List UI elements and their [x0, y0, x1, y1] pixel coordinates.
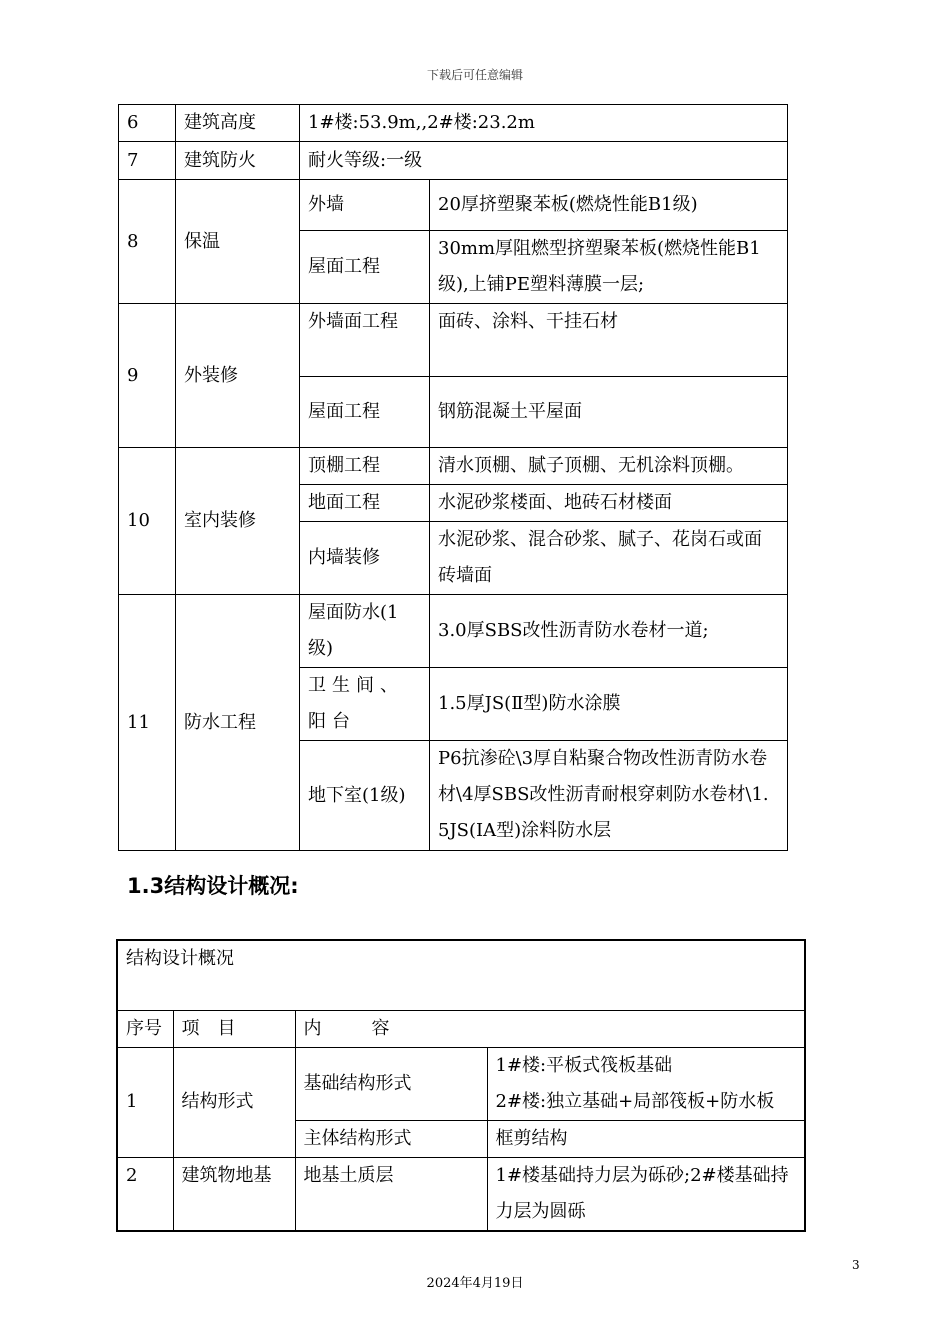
row-number: 8: [119, 180, 176, 304]
row-item: 防水工程: [176, 595, 300, 851]
header-content: 内容: [295, 1010, 805, 1047]
row-number: 7: [119, 142, 176, 180]
sub-item-content: 20厚挤塑聚苯板(燃烧性能B1级): [430, 180, 788, 231]
sub-item-content: 面砖、涂料、干挂石材: [430, 304, 788, 377]
header-number: 序号: [117, 1010, 173, 1047]
sub-item-label: 屋面工程: [300, 377, 430, 448]
table-header-row: [117, 1010, 805, 1047]
table-row: [119, 142, 788, 180]
table-row: [117, 1157, 805, 1231]
row-number: 11: [119, 595, 176, 851]
sub-item-content: 钢筋混凝土平屋面: [430, 377, 788, 448]
header-item: 项目: [173, 1010, 295, 1047]
table-caption-row: [117, 940, 805, 1010]
row-item: 结构形式: [173, 1047, 295, 1157]
building-overview-table: [118, 104, 788, 851]
sub-item-label: 内墙装修: [300, 522, 430, 595]
sub-item-content: 1#楼基础持力层为砾砂;2#楼基础持力层为圆砾: [487, 1157, 805, 1231]
row-item: 建筑防火: [176, 142, 300, 180]
structure-design-table: [116, 939, 806, 1232]
row-item: 建筑物地基: [173, 1157, 295, 1231]
content-line: 2#楼:独立基础+局部筏板+防水板: [495, 1090, 775, 1112]
sub-item-label: 基础结构形式: [295, 1047, 487, 1120]
table-row: [119, 595, 788, 668]
table-row: [119, 105, 788, 142]
sub-item-content: 清水顶棚、腻子顶棚、无机涂料顶棚。: [430, 448, 788, 485]
row-number: 2: [117, 1157, 173, 1231]
sub-item-label: 地下室(1级): [300, 741, 430, 851]
sub-item-label: 主体结构形式: [295, 1120, 487, 1157]
sub-item-content: P6抗渗砼\3厚自粘聚合物改性沥青防水卷材\4厚SBS改性沥青耐根穿刺防水卷材\1.5JS(IA型)涂料防水层: [430, 741, 788, 851]
table-row: [119, 448, 788, 485]
table-row: [119, 304, 788, 377]
sub-item-label: 屋面工程: [300, 231, 430, 304]
content-line: 1#楼:平板式筏板基础: [495, 1054, 673, 1076]
row-content: 耐火等级:一级: [300, 142, 788, 180]
row-item: 保温: [176, 180, 300, 304]
sub-item-content: 1.5厚JS(Ⅱ型)防水涂膜: [430, 668, 788, 741]
table-row: [119, 180, 788, 231]
sub-item-label: 外墙: [300, 180, 430, 231]
row-number: 9: [119, 304, 176, 448]
sub-item-content: 框剪结构: [487, 1120, 805, 1157]
sub-item-label: 顶棚工程: [300, 448, 430, 485]
sub-item-label: 卫生间、阳台: [300, 668, 430, 741]
sub-item-content: 30mm厚阻燃型挤塑聚苯板(燃烧性能B1级),上铺PE塑料薄膜一层;: [430, 231, 788, 304]
footer-date: 2024年4月19日: [426, 1276, 524, 1291]
page-header: 下载后可任意编辑: [426, 68, 523, 82]
sub-item-content: [487, 1047, 805, 1120]
sub-item-content: 水泥砂浆、混合砂浆、腻子、花岗石或面砖墙面: [430, 522, 788, 595]
section-title: 1.3结构设计概况:: [127, 874, 299, 898]
sub-item-content: 3.0厚SBS改性沥青防水卷材一道;: [430, 595, 788, 668]
page-number: 3: [852, 1258, 860, 1272]
sub-item-label: 地基土质层: [295, 1157, 487, 1231]
row-item: 外装修: [176, 304, 300, 448]
sub-item-label: 外墙面工程: [300, 304, 430, 377]
sub-item-label: 地面工程: [300, 485, 430, 522]
table-caption: 结构设计概况: [117, 940, 805, 1010]
row-item: 建筑高度: [176, 105, 300, 142]
row-number: 6: [119, 105, 176, 142]
row-number: 1: [117, 1047, 173, 1157]
row-content: 1#楼:53.9m,,2#楼:23.2m: [300, 105, 788, 142]
sub-item-content: 水泥砂浆楼面、地砖石材楼面: [430, 485, 788, 522]
row-number: 10: [119, 448, 176, 595]
sub-item-label: 屋面防水(1级): [300, 595, 430, 668]
table-row: [117, 1047, 805, 1120]
row-item: 室内装修: [176, 448, 300, 595]
